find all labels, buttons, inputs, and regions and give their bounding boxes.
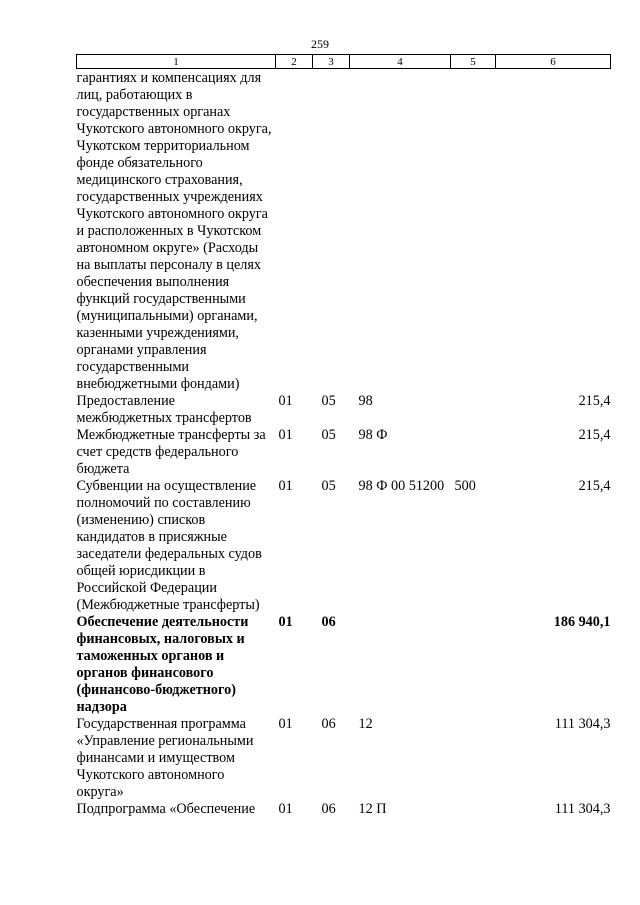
row-name: Государственная программа «Управление региональными финансами и имуществом Чукотского автономного округа» xyxy=(76,716,254,800)
row-target-article-code xyxy=(350,614,451,716)
table-row xyxy=(77,716,611,801)
row-target-article-code: 98 xyxy=(358,393,373,409)
row-section-code: 01 xyxy=(278,716,293,732)
row-subsection-code: 06 xyxy=(321,801,336,817)
table-row xyxy=(77,427,611,478)
row-section-code: 01 xyxy=(278,801,293,817)
column-number-4: 4 xyxy=(350,55,451,69)
column-number-1: 1 xyxy=(77,55,276,69)
row-amount xyxy=(496,69,611,394)
table-row xyxy=(77,69,611,394)
row-target-article-code: 98 Ф 00 51200 xyxy=(358,478,445,494)
row-name: Обеспечение деятельности финансовых, налоговых и таможенных органов и органов финансового (финансово-бюджетного) надзора xyxy=(76,614,249,715)
row-name: Межбюджетные трансферты за счет средств федерального бюджета xyxy=(76,427,266,477)
column-number-2: 2 xyxy=(276,55,313,69)
row-target-article-code xyxy=(350,69,451,394)
row-subsection-code: 06 xyxy=(321,614,336,630)
budget-table xyxy=(76,54,611,818)
row-expense-type-code xyxy=(451,614,496,716)
row-name: Подпрограмма «Обеспечение xyxy=(76,801,256,817)
column-number-5: 5 xyxy=(451,55,496,69)
row-amount: 215,4 xyxy=(578,393,611,409)
table-row xyxy=(77,393,611,427)
column-number-header-row xyxy=(77,55,611,69)
row-amount: 215,4 xyxy=(578,478,611,494)
row-target-article-code: 12 xyxy=(358,716,373,732)
row-section-code xyxy=(276,69,313,394)
row-amount: 215,4 xyxy=(578,427,611,443)
row-amount: 111 304,3 xyxy=(554,801,611,817)
row-expense-type-code xyxy=(451,716,496,801)
row-section-code: 01 xyxy=(278,478,293,494)
row-name: гарантиях и компенсациях для лиц, работающих в государственных органах Чукотского автономного округа, Чукотском территориальном фонде обязательного медицинского страхования, государственных учреждениях Чукотского автономного округа и расположенных в Чукотском автономном округе» (Расходы на выплаты персоналу в целях обеспечения выполнения функций государственными (муниципальными) органами, казенными учреждениями, органами управления государственными внебюджетными фондами) xyxy=(76,70,272,392)
table-row xyxy=(77,801,611,818)
row-section-code: 01 xyxy=(278,614,293,630)
row-target-article-code: 12 П xyxy=(358,801,387,817)
page-number: 259 xyxy=(311,37,329,51)
row-section-code: 01 xyxy=(278,427,293,443)
row-subsection-code: 06 xyxy=(321,716,336,732)
column-number-6: 6 xyxy=(496,55,611,69)
row-subsection-code xyxy=(313,69,350,394)
row-expense-type-code xyxy=(451,427,496,478)
row-amount: 111 304,3 xyxy=(554,716,611,732)
row-name: Субвенции на осуществление полномочий по составлению (изменению) списков кандидатов в присяжные заседатели федеральных судов общей юрисдикции в Российской Федерации (Межбюджетные трансферты) xyxy=(76,478,262,613)
row-target-article-code: 98 Ф xyxy=(358,427,388,443)
row-expense-type-code xyxy=(451,801,496,818)
row-name: Предоставление межбюджетных трансфертов xyxy=(76,393,252,426)
row-subsection-code: 05 xyxy=(321,393,336,409)
row-expense-type-code: 500 xyxy=(454,478,476,494)
row-subsection-code: 05 xyxy=(321,478,336,494)
table-row-section-total xyxy=(77,614,611,716)
table-row xyxy=(77,478,611,614)
row-subsection-code: 05 xyxy=(321,427,336,443)
row-expense-type-code xyxy=(451,69,496,394)
row-amount: 186 940,1 xyxy=(553,614,611,630)
column-number-3: 3 xyxy=(313,55,350,69)
row-expense-type-code xyxy=(451,393,496,427)
row-section-code: 01 xyxy=(278,393,293,409)
